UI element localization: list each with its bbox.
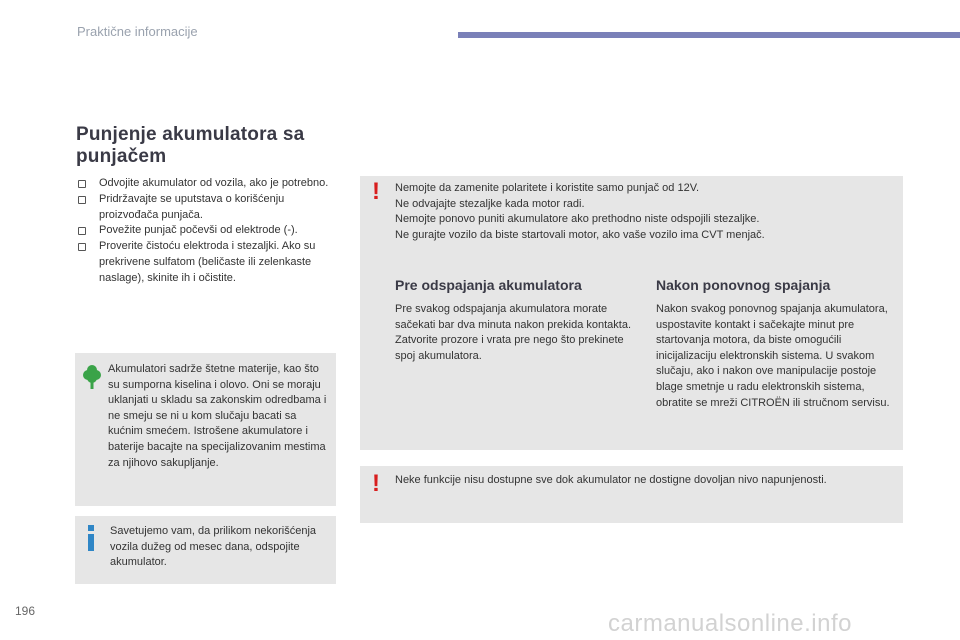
step-item — [75, 192, 337, 224]
header-accent-bar — [458, 32, 960, 38]
info-icon — [86, 525, 96, 551]
step-item — [75, 223, 337, 239]
warning-box-secondary — [360, 466, 903, 523]
exclamation-icon: ! — [372, 178, 380, 205]
checkbox-bullet-icon — [78, 227, 86, 235]
page-title: Punjenje akumulatora sa punjačem — [76, 124, 305, 167]
step-item — [75, 239, 337, 286]
section-title: Praktične informacije — [77, 24, 198, 39]
watermark: carmanualsonline.info — [608, 610, 852, 637]
checkbox-bullet-icon — [78, 180, 86, 188]
step-text: Proverite čistoću elektroda i stezaljki. Ako su prekrivene sulfatom (beličaste ili zelenkaste naslage), skinite ih i očistite. — [99, 240, 316, 284]
warning-line: Nemojte da zamenite polaritete i koristite samo punjač od 12V. — [395, 182, 700, 194]
warning-line: Ne gurajte vozilo da biste startovali motor, ako vaše vozilo ima CVT menjač. — [395, 228, 765, 241]
step-text: Odvojite akumulator od vozila, ako je potrebno. — [99, 177, 329, 189]
warning-line: Nemojte ponovo puniti akumulatore ako prethodno niste odspojili stezaljke. — [395, 213, 760, 226]
step-list — [75, 176, 337, 287]
step-text: Pridržavajte se uputstava o korišćenju proizvođača punjača. — [99, 192, 285, 221]
warning-secondary-text: Neke funkcije nisu dostupne sve dok akumulator ne dostigne dovoljan nivo napunjenosti. — [395, 474, 827, 486]
eco-note-box — [75, 353, 336, 506]
tree-icon — [83, 364, 101, 390]
info-note-box — [75, 516, 336, 584]
step-text: Povežite punjač počevši od elektrode (-). — [99, 224, 298, 237]
after-reconnect-heading: Nakon ponovnog spajanja — [656, 277, 831, 293]
checkbox-bullet-icon — [78, 196, 86, 204]
info-note-text: Savetujemo vam, da prilikom nekorišćenja vozila dužeg od mesec dana, odspojite akumulator. — [110, 525, 317, 569]
step-item — [75, 176, 337, 192]
exclamation-icon: ! — [372, 470, 380, 497]
before-disconnect-text: Pre svakog odspajanja akumulatora morate sačekati bar dva minuta nakon prekida kontakta. Zatvorite prozore i vrata pre nego što prekinete spoj akumulatora. — [395, 303, 632, 362]
before-disconnect-heading: Pre odspajanja akumulatora — [395, 277, 582, 293]
checkbox-bullet-icon — [78, 243, 86, 251]
page-number: 196 — [15, 604, 36, 618]
warning-line: Ne odvajajte stezaljke kada motor radi. — [395, 197, 585, 210]
eco-note-text: Akumulatori sadrže štetne materije, kao što su sumporna kiselina i olovo. Oni se moraju uklanjati u skladu sa zakonskim odredbama i ne smeju se ni u kom slučaju bacati sa kućnim smećem. Istrošene akumulatore i baterije bacajte na specijalizovanim mestima za njihovo sakupljanje. — [108, 363, 327, 469]
after-reconnect-text: Nakon svakog ponovnog spajanja akumulatora, uspostavite kontakt i sačekajte minut pre startovanja motora, da biste omogućili inicijalizaciju elektronskih sistema. U svakom slučaju, ako i nakon ove manipulacije postoje blage smetnje u radu elektronskih sistema, obratite se mreži CITROËN ili stručnom servisu. — [656, 303, 890, 409]
warning-box — [360, 176, 903, 450]
